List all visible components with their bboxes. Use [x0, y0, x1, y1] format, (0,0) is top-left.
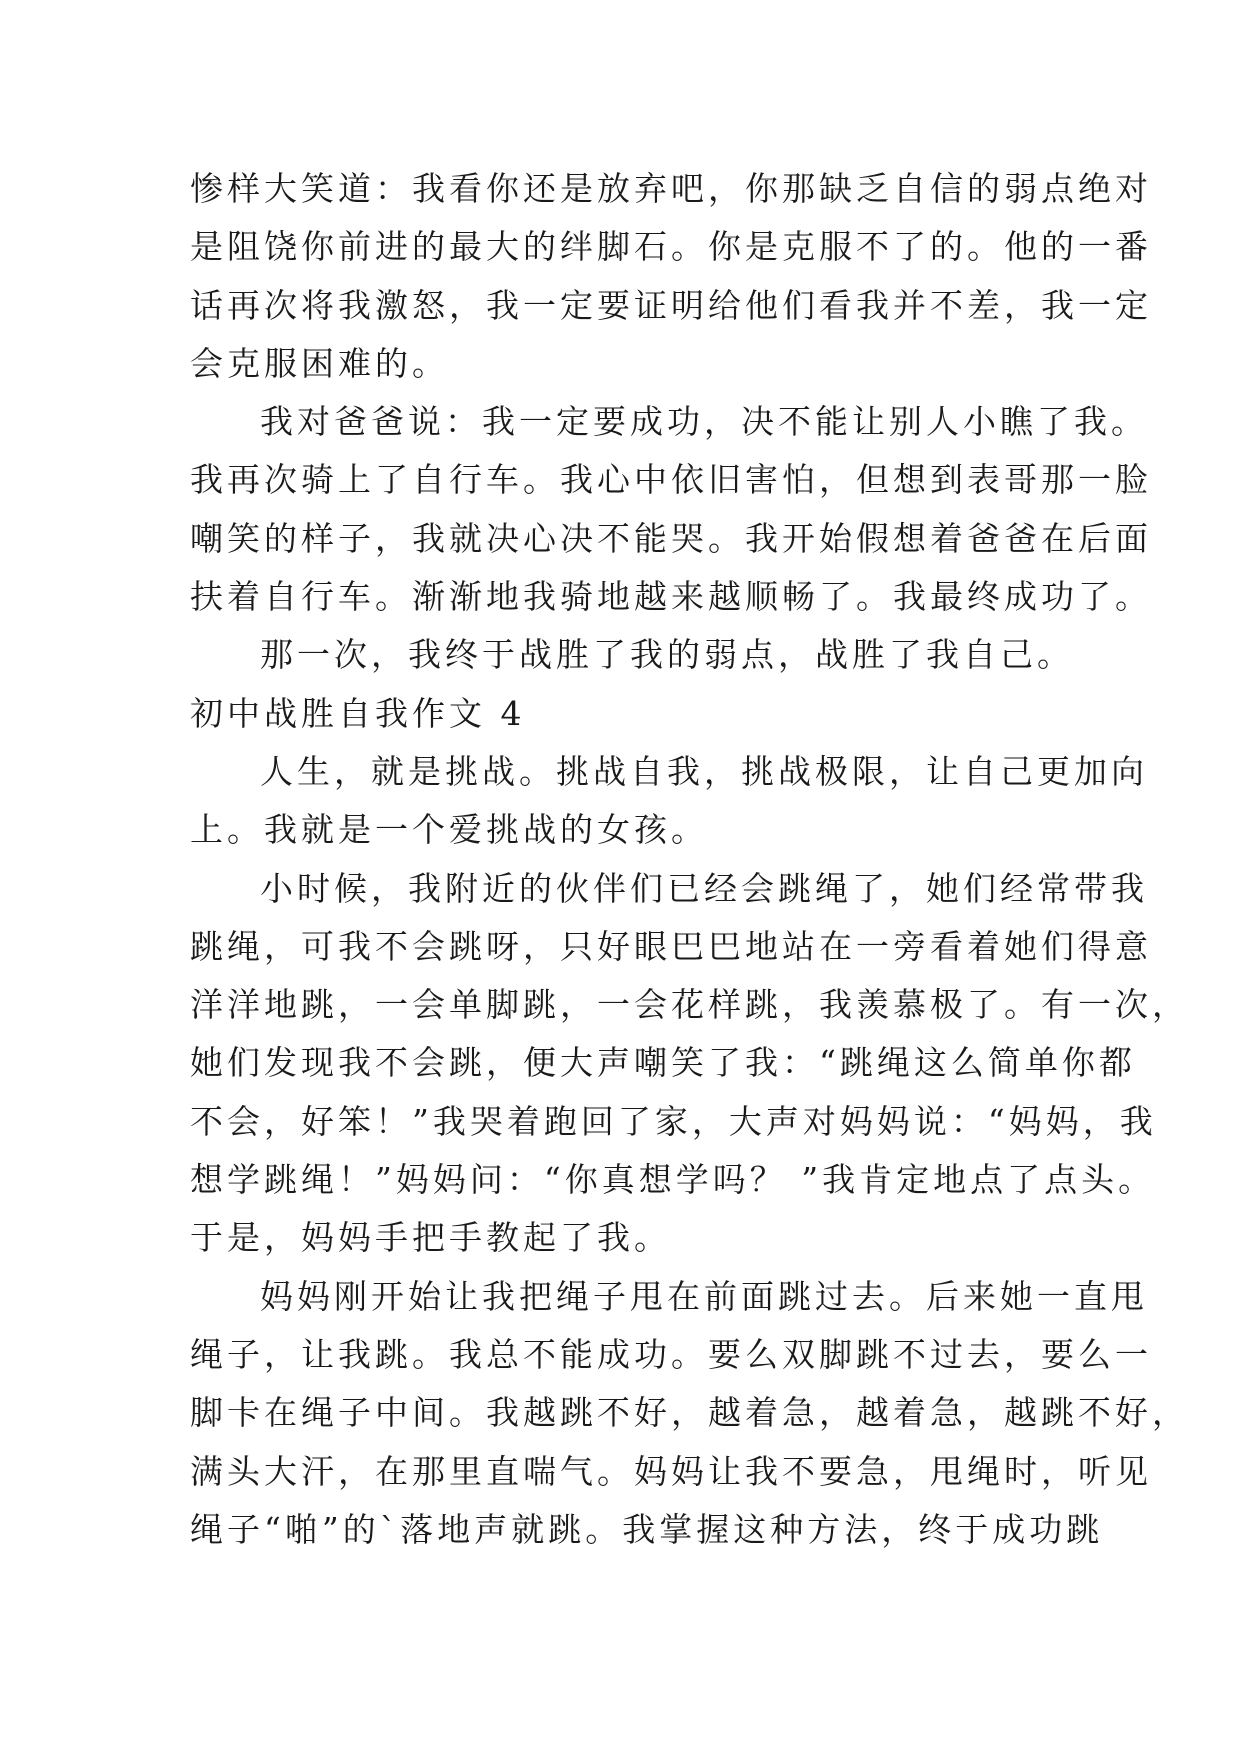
text-line: 话再次将我激怒，我一定要证明给他们看我并不差，我一定 [190, 285, 1152, 325]
paragraph-first-line: 人生，就是挑战。挑战自我，挑战极限，让自己更加向 [260, 751, 1148, 791]
section-heading: 初中战胜自我作文 4 [190, 693, 526, 733]
text-line: 满头大汗，在那里直喘气。妈妈让我不要急，甩绳时，听见 [190, 1451, 1152, 1491]
text-line: 我再次骑上了自行车。我心中依旧害怕，但想到表哥那一脸 [190, 460, 1152, 500]
text-line: 绳子，让我跳。我总不能成功。要么双脚跳不过去，要么一 [190, 1334, 1152, 1374]
text-line: 会克服困难的。 [190, 343, 449, 383]
text-line: 绳子“啪”的`落地声就跳。我掌握这种方法，终于成功跳 [190, 1509, 1104, 1549]
text-line: 扶着自行车。渐渐地我骑地越来越顺畅了。我最终成功了。 [190, 577, 1152, 617]
paragraph-first-line: 小时候，我附近的伙伴们已经会跳绳了，她们经常带我 [260, 868, 1148, 908]
text-line: 跳绳，可我不会跳呀，只好眼巴巴地站在一旁看着她们得意 [190, 926, 1152, 966]
paragraph-first-line: 那一次，我终于战胜了我的弱点，战胜了我自己。 [260, 635, 1074, 675]
paragraph-first-line: 妈妈刚开始让我把绳子甩在前面跳过去。后来她一直甩 [260, 1276, 1148, 1316]
paragraph-first-line: 我对爸爸说：我一定要成功，决不能让别人小瞧了我。 [260, 402, 1148, 442]
text-line: 想学跳绳！”妈妈问：“你真想学吗？ ”我肯定地点了点头。 [190, 1160, 1156, 1200]
text-line: 嘲笑的样子，我就决心决不能哭。我开始假想着爸爸在后面 [190, 518, 1152, 558]
text-line: 洋洋地跳，一会单脚跳，一会花样跳，我羡慕极了。有一次， [190, 985, 1189, 1025]
text-line: 上。我就是一个爱挑战的女孩。 [190, 810, 708, 850]
text-line: 脚卡在绳子中间。我越跳不好，越着急，越着急，越跳不好， [190, 1393, 1189, 1433]
text-line: 不会，好笨！”我哭着跑回了家，大声对妈妈说：“妈妈，我 [190, 1101, 1157, 1141]
text-line: 是阻饶你前进的最大的绊脚石。你是克服不了的。他的一番 [190, 227, 1152, 267]
document-body [190, 160, 1189, 1559]
text-line: 她们发现我不会跳，便大声嘲笑了我：“跳绳这么简单你都 [190, 1043, 1136, 1083]
text-line: 于是，妈妈手把手教起了我。 [190, 1218, 671, 1258]
text-line: 惨样大笑道：我看你还是放弃吧，你那缺乏自信的弱点绝对 [190, 169, 1152, 208]
